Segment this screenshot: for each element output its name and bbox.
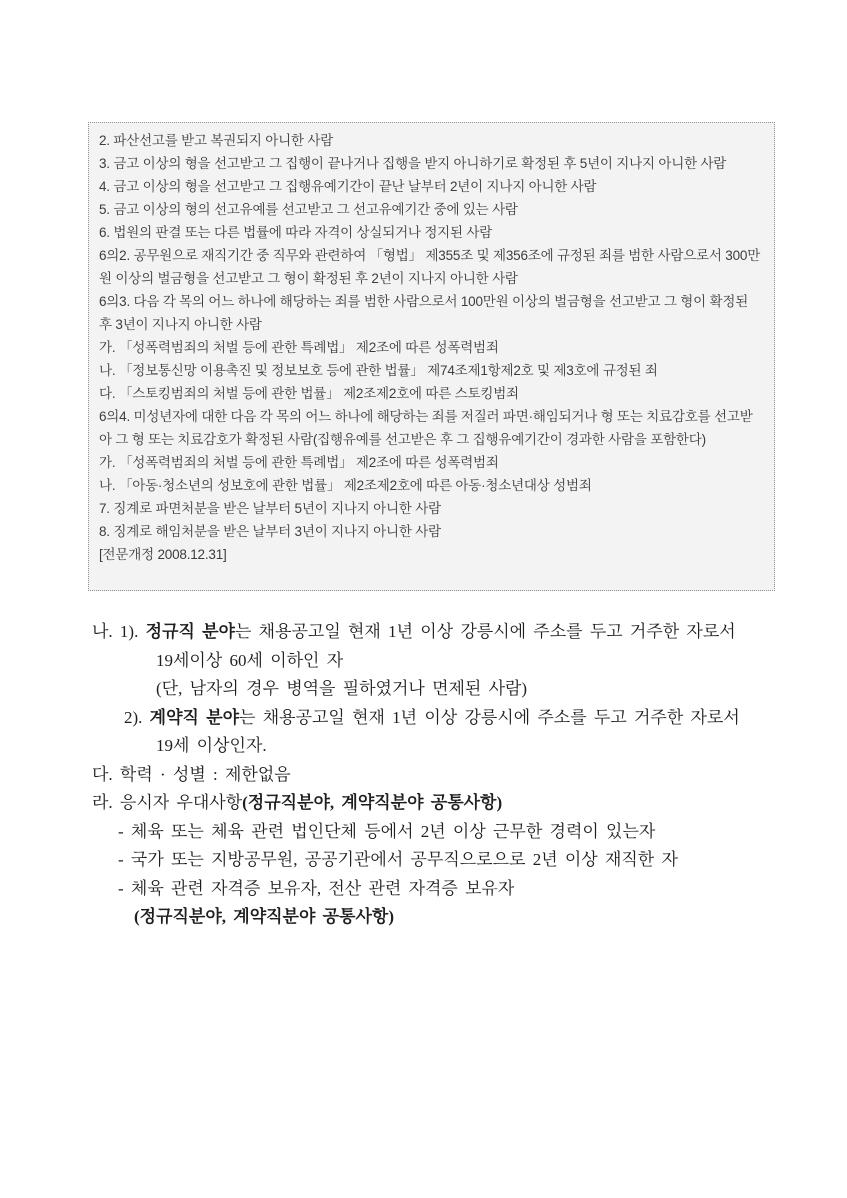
body-line — [92, 675, 792, 704]
notice-item: 가. 「성폭력범죄의 처벌 등에 관한 특례법」 제2조에 따른 성폭력범죄 — [99, 455, 499, 470]
body-line — [92, 647, 792, 676]
text-run: (단, 남자의 경우 병역을 필하였거나 면제된 사람) — [156, 679, 528, 698]
text-run: 나. 1). — [92, 622, 146, 641]
body-line — [92, 789, 792, 818]
notice-item: 2. 파산선고를 받고 복권되지 아니한 사람 — [99, 133, 334, 148]
text-run: 는 채용공고일 현재 1년 이상 강릉시에 주소를 두고 거주한 자로서 — [234, 622, 736, 641]
notice-item: 6. 법원의 판결 또는 다른 법률에 따라 자격이 상실되거나 정지된 사람 — [99, 225, 493, 240]
text-run: 19세 이상인자. — [156, 736, 267, 755]
notice-item: 6의2. 공무원으로 재직기간 중 직무와 관련하여 「형법」 제355조 및 제356조에 규정된 죄를 범한 사람으로서 300만원 이상의 벌금형을 선고받고 그 형이 확정된 후 2년이 지나지 아니한 사람 — [99, 248, 761, 286]
legal-notice-box — [88, 122, 775, 591]
notice-item: 6의3. 다음 각 목의 어느 하나에 해당하는 죄를 범한 사람으로서 100만원 이상의 벌금형을 선고받고 그 형이 확정된 후 3년이 지나지 아니한 사람 — [99, 294, 749, 332]
text-run: 라. 응시자 우대사항 — [92, 793, 243, 812]
notice-item: 4. 금고 이상의 형을 선고받고 그 집행유예기간이 끝난 날부터 2년이 지나지 아니한 사람 — [99, 179, 597, 194]
body-line — [92, 618, 792, 647]
emphasis-text: 정규직 분야 — [145, 622, 235, 641]
body-line — [92, 875, 792, 904]
body-line — [92, 903, 792, 932]
body-line — [92, 761, 792, 790]
text-run: 는 채용공고일 현재 1년 이상 강릉시에 주소를 두고 거주한 자로서 — [239, 707, 740, 727]
body-line — [92, 846, 792, 875]
text-run: - 체육 또는 체육 관련 법인단체 등에서 2년 이상 근무한 경력이 있는자 — [118, 821, 656, 841]
emphasis-text: 계약직 분야 — [149, 707, 240, 727]
body-line — [92, 704, 792, 733]
text-run: 19세이상 60세 이하인 자 — [156, 650, 344, 670]
notice-item: 7. 징계로 파면처분을 받은 날부터 5년이 지나지 아니한 사람 — [99, 501, 441, 516]
body-line — [92, 732, 792, 761]
emphasis-text: (정규직분야, 계약직분야 공통사항) — [134, 907, 394, 926]
notice-item: 6의4. 미성년자에 대한 다음 각 목의 어느 하나에 해당하는 죄를 저질러 파면·해임되거나 형 또는 치료감호를 선고받아 그 형 또는 치료감호가 확정된 사람(집행유예를 선고받은 후 그 집행유예기간이 경과한 사람을 포함한다) — [99, 409, 753, 447]
text-run: 다. 학력 · 성별 : 제한없음 — [92, 764, 291, 784]
emphasis-text: (정규직분야, 계약직분야 공통사항) — [242, 793, 503, 812]
notice-item: 나. 「아동·청소년의 성보호에 관한 법률」 제2조제2호에 따른 아동·청소년대상 성범죄 — [99, 478, 592, 493]
text-run: - 국가 또는 지방공무원, 공공기관에서 공무직으로으로 2년 이상 재직한 자 — [118, 850, 678, 869]
eligibility-section — [92, 618, 792, 932]
text-run: 2). — [124, 707, 150, 727]
body-line — [92, 818, 792, 847]
text-run: - 체육 관련 자격증 보유자, 전산 관련 자격증 보유자 — [118, 878, 515, 898]
notice-item: 5. 금고 이상의 형의 선고유예를 선고받고 그 선고유예기간 중에 있는 사람 — [99, 202, 518, 217]
notice-item: 나. 「정보통신망 이용촉진 및 정보보호 등에 관한 법률」 제74조제1항제2호 및 제3호에 규정된 죄 — [99, 363, 658, 378]
notice-item: 가. 「성폭력범죄의 처벌 등에 관한 특례법」 제2조에 따른 성폭력범죄 — [99, 340, 499, 355]
notice-item: [전문개정 2008.12.31] — [99, 547, 227, 562]
notice-item: 8. 징계로 해임처분을 받은 날부터 3년이 지나지 아니한 사람 — [99, 524, 441, 539]
notice-item: 다. 「스토킹범죄의 처벌 등에 관한 법률」 제2조제2호에 따른 스토킹범죄 — [99, 386, 519, 401]
notice-item: 3. 금고 이상의 형을 선고받고 그 집행이 끝나거나 집행을 받지 아니하기로 확정된 후 5년이 지나지 아니한 사람 — [99, 156, 727, 171]
